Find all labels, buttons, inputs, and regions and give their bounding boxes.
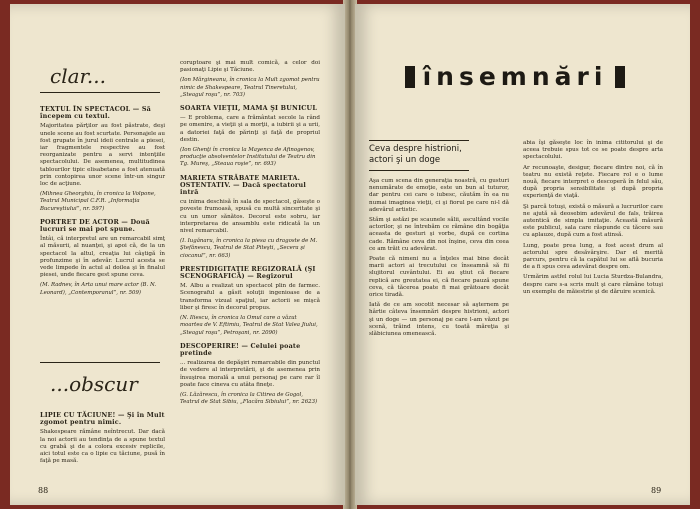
citation: (N. Iliescu, în cronica la Omul care a văzut moartea de V. Eftimiu, Teatrul de Stat Valea Jiului, „Steagul roşu”, Petroşani, nr. 2090) — [180, 315, 318, 336]
paragraph: Majoritatea părţilor au fost păstrate, deşi unele scene au fost scurtate. Personajele au fost grupate în jurul ideii centrale a piesei, iar fragmentele respective au fost reorganizate pentru a servi intenţiile spectacolului. De asemenea, multitudinea tablourilor tipic elisabetane a fost atenuată prin contopirea unor scene într-un singur loc de acţiune. — [40, 123, 165, 188]
left-column-2 — [180, 60, 320, 480]
right-column-2 — [523, 140, 663, 485]
footer-word: ...obscur — [50, 372, 138, 396]
article-subtitle: Ceva despre histrioni, actori şi un doge — [369, 144, 462, 165]
title-bar-right — [615, 66, 625, 88]
paragraph: Shakespeare rămâne neîntrecut. Dar dacă la noi actorii au tendinţa de a spune textul cu grabă şi de a colora excesiv replicile, aici totul este ca o lipie cu tăciune, pusă în faţă pe masă. — [40, 429, 165, 465]
paragraph: Întâi, că interpretul are un remarcabil simţ al măsurii, al nuanţei, şi apoi că, de la un spectacol la altul, creaţia lui câştigă în profunzime şi în adevăr. Lucrul acesta se vede limpede în actul al doilea şi în finalul piesei, unde fiecare gest spune ceva. — [40, 236, 165, 279]
citation: (M. Radnev, în Arta unui mare actor (B. N. Leonard), „Contemporanul”, nr. 509) — [40, 282, 157, 296]
paragraph: Iată de ce am socotit necesar să aşternem pe hârtie câteva însemnări despre histrioni, actori şi un doge — un personaj pe care l-am văzut pe scenă, trăind intens, cu toată măreţia şi slăbiciunea omenească. — [369, 302, 509, 338]
right-column-1 — [369, 178, 509, 488]
left-page — [10, 4, 345, 505]
title-bar-left — [405, 66, 415, 88]
title-text: însemnări — [422, 62, 608, 91]
footer-rule — [40, 362, 160, 363]
section-heading: LIPIE CU TĂCIUNE! — Şi în Mult zgomot pentru nimic. — [40, 411, 165, 427]
citation: (Ion Mărgineanu, în cronica la Mult zgomot pentru nimic de Shakespeare, Teatrul Tineretului, „Steagul roşu”, nr. 703) — [180, 77, 320, 98]
paragraph: M. Albu a realizat un spectacol plin de farmec. Scenograful a găsit soluţii ingenioase de a transforma vizual spaţiul, iar actorii se mişcă liber şi firesc în decorul propus. — [180, 283, 320, 311]
section-heading: DESCOPERIRE! — Celulei poate pretinde — [180, 341, 301, 357]
section-heading: SOARTA VIEŢII, MAMA ŞI BUNICUL — [180, 104, 318, 113]
header-rule — [40, 92, 160, 93]
page-number-left: 88 — [38, 486, 49, 495]
page-number-right: 89 — [651, 486, 662, 495]
section-heading: PORTRET DE ACTOR — Două lucruri se mai pot spune. — [40, 217, 150, 234]
paragraph: Aşa cum scena din generaţia noastră, cu gusturi nenumărate de emoţie, este un bun al tuturor, dar pentru cei care o iubesc, căutăm în ea nu numai imaginea vieţii, ci şi fiorul pe care ni-l dă adevărul artistic. — [369, 178, 509, 213]
paragraph: coruptoare şi mai mult comică, a celor doi pasionaţi Lipie şi Tăciune. — [180, 60, 320, 74]
paragraph: cu inima deschisă în sala de spectacol, găseşte o poveste frumoasă, spusă cu multă sinceritate şi cu un umor sănătos. Decorul este sobru, iar interpretarea de ansamblu este ridicată la un nivel remarcabil. — [180, 199, 320, 235]
section-heading: PRESTIDIGITAŢIE REGIZORALĂ (ŞI SCENOGRAFICĂ) — Regizorul — [180, 264, 316, 281]
paragraph: — E problema, care a frământat secole la rând pe omenire, a vieţii şi a morţii, a iubirii şi a urii, a datoriei faţă de părinţi şi faţă de propriul destin. — [180, 115, 320, 143]
paragraph: ... realizarea de depăşiri remarcabile din punctul de vedere al interpretării, şi de asemenea prin însuşirea morală a unui personaj pe care rar îl poate face cineva cu atâta fineţe. — [180, 360, 320, 388]
header-word: clar... — [50, 64, 106, 88]
section-heading: MARIETA STRĂBATE MARIETA. OSTENTATIV. — Dacă spectatorul intră — [180, 173, 307, 197]
left-column-1-bottom — [40, 406, 165, 476]
citation: (I. Iugănaru, în cronica la piesa cu dragoste de M. Ştefănescu, Teatrul de Stat Piteşti, „Secera şi ciocanul”, nr. 663) — [180, 238, 318, 259]
paragraph: Lung, poate prea lung, a fost acest drum al actorului spre desăvârşire. Dar el merită parcurs, pentru că la capătul lui se află bucuria de a fi spus ceva adevărat despre om. — [523, 242, 663, 271]
citation: (Mihnea Gheorghiu, în cronica la Volpone, Teatrul Municipal C.F.R. „Informaţia Bucureştiului”, nr. 597) — [40, 191, 156, 212]
paragraph: Urmărim astfel rolul lui Lucia Sturdza-Bulandra, despre care s-a scris mult şi care rămâne totuşi un exemplu de măiestrie şi de dăruire scenică. — [523, 274, 663, 295]
paragraph: Ar recunoaşte, desigur, fiecare dintre noi, că în teatru nu există reţete. Fiecare rol e o lume nouă, fiecare interpret o descoperă în felul său, după propria sensibilitate şi după propria experienţă de viaţă. — [523, 164, 663, 200]
right-page — [355, 4, 690, 505]
paragraph: Şi parcă totuşi, există o măsură a lucrurilor care ne ajută să deosebim adevărul de fals, trăirea autentică de simpla imitaţie. Această măsură este publicul, sala care răspunde cu tăcere sau cu aplauze, după cum a fost atinsă. — [523, 203, 663, 239]
left-column-1 — [40, 100, 165, 360]
section-heading: TEXTUL ÎN SPECTACOL — Să începem cu textul. — [40, 105, 151, 121]
paragraph: abia îşi găseşte loc în inima cititorului şi de aceea trebuie spus tot ce se poate despre arta spectacolului. — [523, 140, 663, 161]
subtitle-rule-bottom — [369, 170, 469, 171]
citation: (G. Lăzărescu, în cronica la Citirea de Gogol, Teatrul de Stat Sibiu, „Flacăra Sibiului”, nr. 2623) — [180, 391, 318, 406]
paragraph: Stăm şi astăzi pe scaunele sălii, ascultând vocile actorilor, şi ne întrebăm ce rămâne din bogăţia aceasta de gesturi şi vorbe, după ce cortina cade. Rămâne ceva din noi înşine, ceva din ceea ce am trăit cu adevărat. — [369, 217, 509, 252]
citation: (Ion Ghenţi în cronica la Mayenca de Afinogenov, producţie absolventelor Institutului de Teatru din Tg. Mureş, „Steaua roşie”, nr. 693) — [180, 147, 316, 168]
subtitle-rule-top — [369, 140, 469, 141]
page-title — [405, 62, 625, 90]
paragraph: Poate că nimeni nu a înţeles mai bine decât marii actori ai trecutului ce înseamnă să fii slujitorul cuvântului. Ei au ştiut că fiecare replică are greutatea ei, că fiecare pauză spune ceva, că tăcerea poate fi mai grăitoare decât orice tiradă. — [369, 256, 509, 299]
